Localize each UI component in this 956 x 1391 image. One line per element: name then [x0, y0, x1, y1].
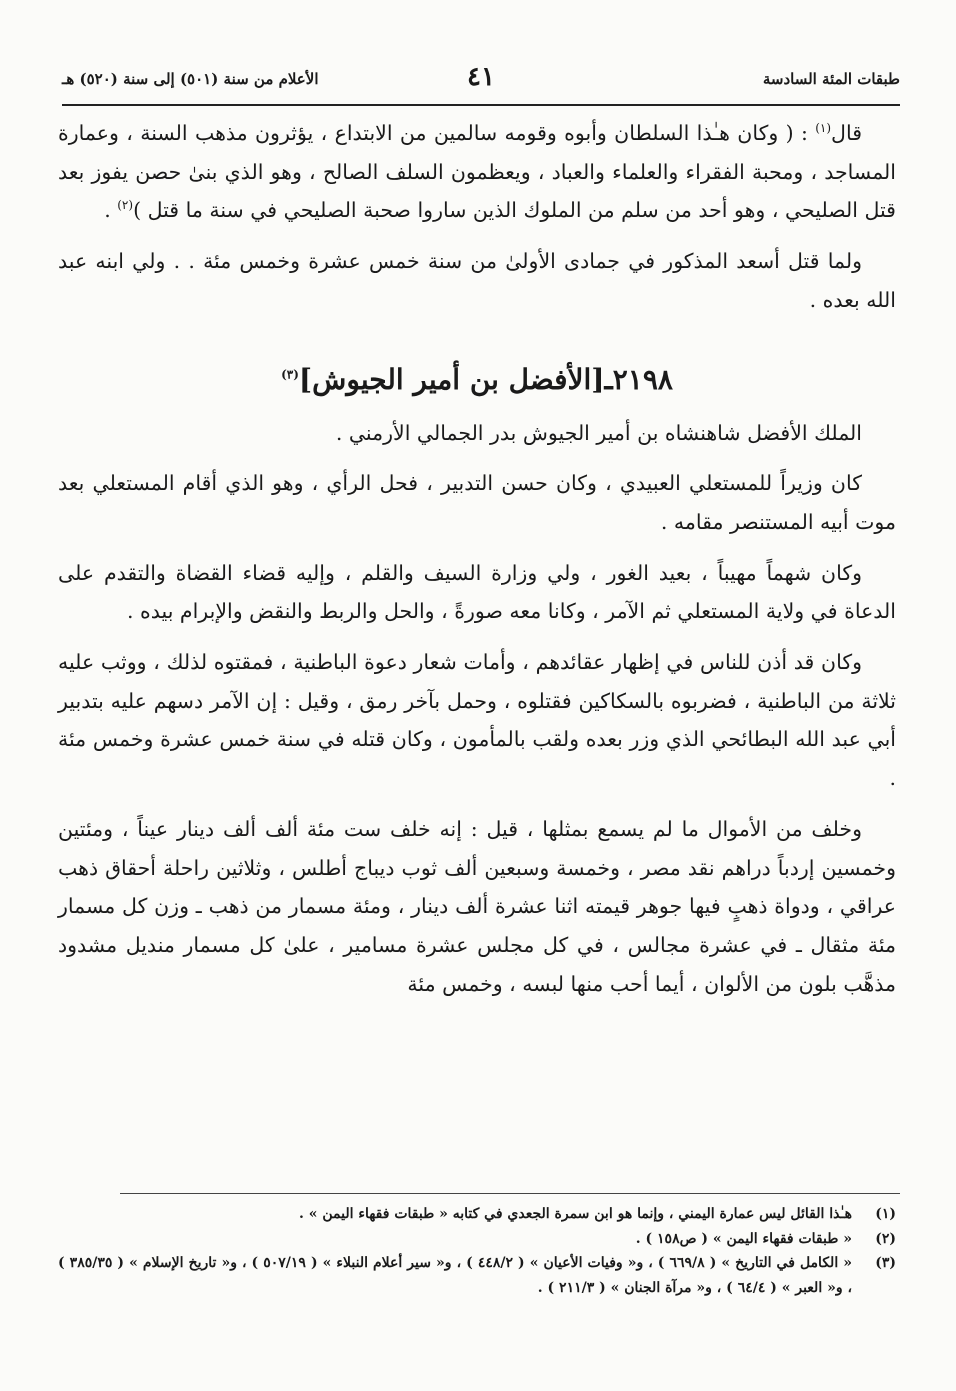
footnote-ref: (٢) [117, 198, 134, 213]
footnote-text: هـٰذا القائل ليس عمارة اليمني ، وإنما هو ابن سمرة الجعدي في كتابه « طبقات فقهاء اليمن » . [299, 1206, 852, 1222]
footnotes [58, 1202, 896, 1300]
footnote-text: « طبقات فقهاء اليمن » ( ص١٥٨ ) . [635, 1230, 852, 1247]
header-section-title: طبقات المئة السادسة [762, 70, 900, 88]
paragraph: وكان شهماً مهيباً ، بعيد الغور ، ولي وزارة السيف والقلم ، وإليه قضاء القضاة والتقدم على الدعاة في ولاية المستعلي ثم الآمر ، وكانا معه صورةً ، والحل والربط والنقض والإبرام بيده . [58, 560, 896, 624]
footnote [58, 1202, 896, 1227]
main-text [58, 114, 896, 1015]
footnote-number: (١) [875, 1206, 896, 1222]
running-header [62, 62, 900, 102]
paragraph: الملك الأفضل شاهنشاه بن أمير الجيوش بدر الجمالي الأرمني . [335, 420, 862, 445]
paragraph: وكان قد أذن للناس في إظهار عقائدهم ، وأمات شعار دعوة الباطنية ، فمقتوه لذلك ، ووثب عليه ثلاثة من الباطنية ، فضربوه بالسكاكين فقتلوه ، وحمل بآخر رمق ، وقيل : إن الآمر دسهم عليه بتدبير أبي عبد الله البطائحي الذي وزر بعده ولقب بالمأمون ، وكان قتله في سنة خمس عشرة وخمس مئة . [58, 650, 896, 791]
entry-heading: ٢١٩٨ـ[الأفضل بن أمير الجيوش]$^{(٣)}$ [281, 362, 673, 396]
paragraph: قال$^{(١)}$ : ( وكان هـٰذا السلطان وأبوه وقومه سالمين من الابتداع ، يؤثرون مذهب السنة ، وعمارة المساجد ، ومحبة الفقراء والعلماء والعباد ، ويعظمون السلف الصالح ، وهو الذي بنىٰ حصن يفوز بعد قتل الصليحي ، وهو أحد من سلم من الملوك الذين ساروا صحبة الصليحي في سنة ما قتل )$^{(٢)}$ . [58, 121, 896, 223]
header-year-range: الأعلام من سنة (٥٠١) إلى سنة (٥٢٠) هـ [62, 70, 319, 88]
footnote-number: (٢) [875, 1230, 896, 1247]
footnote-ref: (٣) [281, 367, 299, 382]
footnote-ref: (١) [815, 121, 832, 136]
footnote [58, 1227, 896, 1252]
footnote-text: « الكامل في التاريخ » ( ٦٦٩/٨ ) ، و« وفيات الأعيان » ( ٤٤٨/٢ ) ، و« سير أعلام النبلاء » ( ٥٠٧/١٩ ) ، و« تاريخ الإسلام » ( ٣٨٥/٣٥ ) ، و« العبر » ( ٦٤/٤ ) ، و« مرآة الجنان » ( ٢١١/٣ ) . [58, 1255, 852, 1296]
footnote-divider [120, 1193, 900, 1194]
paragraph: كان وزيراً للمستعلي العبيدي ، وكان حسن التدبير ، فحل الرأي ، وهو الذي أقام المستعلي بعد موت أبيه المستنصر مقامه . [58, 471, 896, 534]
footnote-number: (٣) [875, 1255, 896, 1271]
page-number: ٤١ [467, 62, 495, 92]
footnote [58, 1251, 896, 1300]
paragraph: وخلف من الأموال ما لم يسمع بمثلها ، قيل : إنه خلف ست مئة ألف ألف دينار عيناً ، ومئتين وخمسين إردباً دراهم نقد مصر ، وخمسة وسبعين ألف ثوب ديباج أطلس ، وثلاثين راحلة أحقاق ذهب عراقي ، ودواة ذهبٍ فيها جوهر قيمته اثنا عشرة ألف دينار ، ومئة مسمار من ذهب ـ وزن كل مسمار مئة مثقال ـ في عشرة مجالس ، في كل مجلس عشرة مسامير ، علىٰ كل مسمار منديل مشدود مذهَّب بلون من الألوان ، أيما أحب منها لبسه ، وخمس مئة [58, 816, 896, 996]
header-divider [62, 104, 900, 106]
paragraph: ولما قتل أسعد المذكور في جمادى الأولىٰ من سنة خمس عشرة وخمس مئة . . ولي ابنه عبد الله بعده . [58, 249, 896, 312]
